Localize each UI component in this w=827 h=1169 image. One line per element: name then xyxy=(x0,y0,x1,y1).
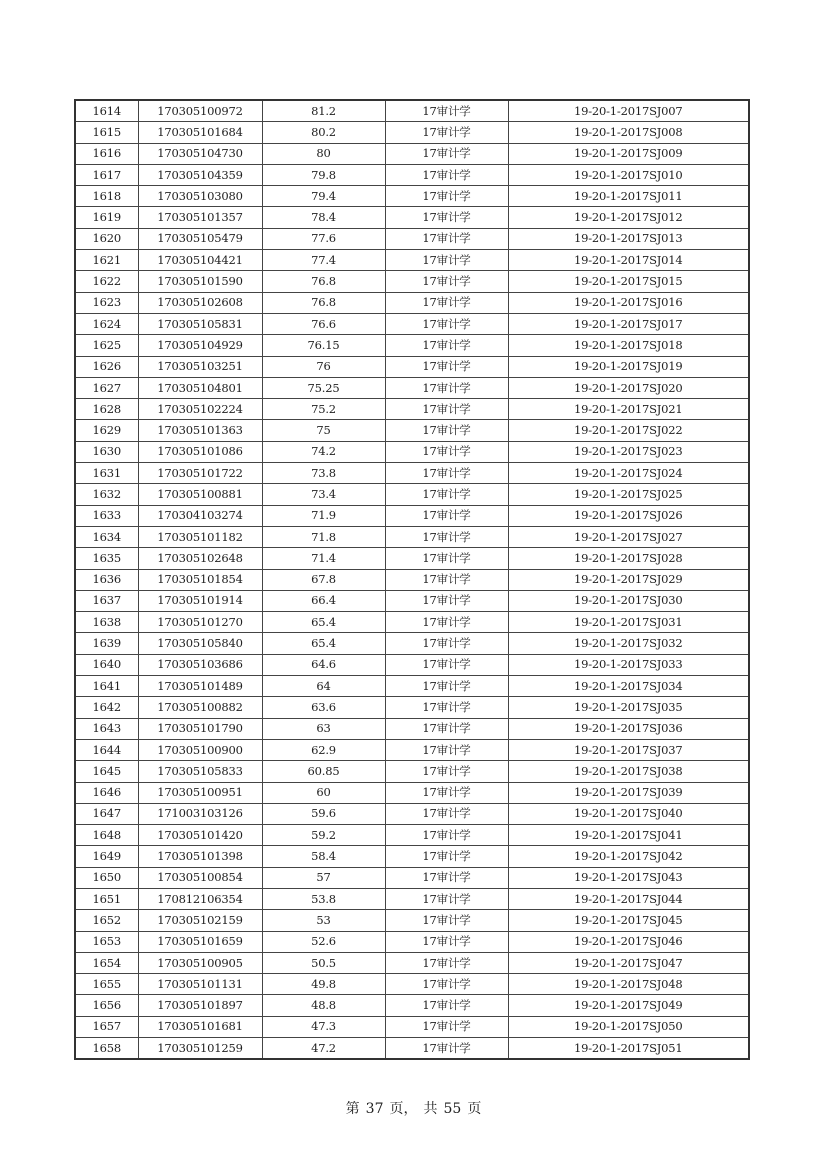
major-cell: 17审计学 xyxy=(385,718,508,739)
code-cell: 19-20-1-2017SJ041 xyxy=(508,825,749,846)
score-cell: 75.2 xyxy=(262,399,385,420)
code-cell: 19-20-1-2017SJ036 xyxy=(508,718,749,739)
student-id-cell: 170305100905 xyxy=(138,952,262,973)
major-cell: 17审计学 xyxy=(385,292,508,313)
table-row xyxy=(75,313,749,334)
major-cell: 17审计学 xyxy=(385,761,508,782)
table-row xyxy=(75,633,749,654)
code-cell: 19-20-1-2017SJ013 xyxy=(508,228,749,249)
table-row xyxy=(75,974,749,995)
major-cell: 17审计学 xyxy=(385,931,508,952)
row-index-cell: 1638 xyxy=(75,612,138,633)
table-row xyxy=(75,122,749,143)
row-index-cell: 1651 xyxy=(75,888,138,909)
student-id-cell: 170305103686 xyxy=(138,654,262,675)
student-id-cell: 170305101182 xyxy=(138,526,262,547)
row-index-cell: 1641 xyxy=(75,676,138,697)
code-cell: 19-20-1-2017SJ020 xyxy=(508,377,749,398)
score-cell: 79.4 xyxy=(262,186,385,207)
major-cell: 17审计学 xyxy=(385,399,508,420)
student-id-cell: 170305102648 xyxy=(138,548,262,569)
score-cell: 60 xyxy=(262,782,385,803)
code-cell: 19-20-1-2017SJ034 xyxy=(508,676,749,697)
student-id-cell: 170305101086 xyxy=(138,441,262,462)
student-id-cell: 170305103251 xyxy=(138,356,262,377)
table-row xyxy=(75,803,749,824)
student-id-cell: 170305105833 xyxy=(138,761,262,782)
major-cell: 17审计学 xyxy=(385,633,508,654)
student-id-cell: 170305104929 xyxy=(138,335,262,356)
row-index-cell: 1639 xyxy=(75,633,138,654)
student-id-cell: 170305101914 xyxy=(138,590,262,611)
row-index-cell: 1614 xyxy=(75,100,138,122)
row-index-cell: 1643 xyxy=(75,718,138,739)
code-cell: 19-20-1-2017SJ018 xyxy=(508,335,749,356)
student-id-cell: 170305100972 xyxy=(138,100,262,122)
major-cell: 17审计学 xyxy=(385,271,508,292)
row-index-cell: 1654 xyxy=(75,952,138,973)
row-index-cell: 1636 xyxy=(75,569,138,590)
major-cell: 17审计学 xyxy=(385,697,508,718)
student-id-cell: 170305104730 xyxy=(138,143,262,164)
student-id-cell: 170305104801 xyxy=(138,377,262,398)
table-row xyxy=(75,761,749,782)
current-page-number: 37 xyxy=(365,1101,384,1117)
row-index-cell: 1649 xyxy=(75,846,138,867)
student-id-cell: 170305101684 xyxy=(138,122,262,143)
major-cell: 17审计学 xyxy=(385,612,508,633)
code-cell: 19-20-1-2017SJ015 xyxy=(508,271,749,292)
code-cell: 19-20-1-2017SJ022 xyxy=(508,420,749,441)
major-cell: 17审计学 xyxy=(385,250,508,271)
row-index-cell: 1635 xyxy=(75,548,138,569)
student-id-cell: 170305100882 xyxy=(138,697,262,718)
major-cell: 17审计学 xyxy=(385,526,508,547)
table-row xyxy=(75,654,749,675)
code-cell: 19-20-1-2017SJ014 xyxy=(508,250,749,271)
table-row xyxy=(75,377,749,398)
row-index-cell: 1625 xyxy=(75,335,138,356)
row-index-cell: 1650 xyxy=(75,867,138,888)
major-cell: 17审计学 xyxy=(385,100,508,122)
table-row xyxy=(75,164,749,185)
score-cell: 65.4 xyxy=(262,633,385,654)
score-cell: 52.6 xyxy=(262,931,385,952)
major-cell: 17审计学 xyxy=(385,505,508,526)
footer-suffix: 页 xyxy=(467,1101,482,1117)
table-row xyxy=(75,335,749,356)
code-cell: 19-20-1-2017SJ007 xyxy=(508,100,749,122)
row-index-cell: 1623 xyxy=(75,292,138,313)
row-index-cell: 1619 xyxy=(75,207,138,228)
score-cell: 60.85 xyxy=(262,761,385,782)
code-cell: 19-20-1-2017SJ028 xyxy=(508,548,749,569)
student-id-cell: 170305101590 xyxy=(138,271,262,292)
major-cell: 17审计学 xyxy=(385,867,508,888)
row-index-cell: 1632 xyxy=(75,484,138,505)
row-index-cell: 1627 xyxy=(75,377,138,398)
table-row xyxy=(75,484,749,505)
student-id-cell: 170305104421 xyxy=(138,250,262,271)
row-index-cell: 1656 xyxy=(75,995,138,1016)
major-cell: 17审计学 xyxy=(385,654,508,675)
table-row xyxy=(75,739,749,760)
major-cell: 17审计学 xyxy=(385,228,508,249)
score-cell: 75 xyxy=(262,420,385,441)
table-row xyxy=(75,782,749,803)
major-cell: 17审计学 xyxy=(385,313,508,334)
score-cell: 67.8 xyxy=(262,569,385,590)
student-id-cell: 170305105479 xyxy=(138,228,262,249)
score-cell: 47.3 xyxy=(262,1016,385,1037)
score-cell: 64.6 xyxy=(262,654,385,675)
table-row xyxy=(75,526,749,547)
row-index-cell: 1628 xyxy=(75,399,138,420)
major-cell: 17审计学 xyxy=(385,846,508,867)
code-cell: 19-20-1-2017SJ048 xyxy=(508,974,749,995)
major-cell: 17审计学 xyxy=(385,952,508,973)
major-cell: 17审计学 xyxy=(385,356,508,377)
code-cell: 19-20-1-2017SJ021 xyxy=(508,399,749,420)
student-id-cell: 171003103126 xyxy=(138,803,262,824)
row-index-cell: 1629 xyxy=(75,420,138,441)
major-cell: 17审计学 xyxy=(385,888,508,909)
score-cell: 50.5 xyxy=(262,952,385,973)
score-cell: 80.2 xyxy=(262,122,385,143)
major-cell: 17审计学 xyxy=(385,739,508,760)
row-index-cell: 1620 xyxy=(75,228,138,249)
row-index-cell: 1626 xyxy=(75,356,138,377)
score-cell: 53 xyxy=(262,910,385,931)
score-cell: 76.8 xyxy=(262,292,385,313)
student-id-cell: 170305101259 xyxy=(138,1038,262,1060)
major-cell: 17审计学 xyxy=(385,995,508,1016)
score-cell: 74.2 xyxy=(262,441,385,462)
student-id-cell: 170305105840 xyxy=(138,633,262,654)
score-cell: 53.8 xyxy=(262,888,385,909)
code-cell: 19-20-1-2017SJ040 xyxy=(508,803,749,824)
student-id-cell: 170305100881 xyxy=(138,484,262,505)
code-cell: 19-20-1-2017SJ012 xyxy=(508,207,749,228)
table-row xyxy=(75,186,749,207)
row-index-cell: 1617 xyxy=(75,164,138,185)
score-cell: 65.4 xyxy=(262,612,385,633)
student-id-cell: 170305100854 xyxy=(138,867,262,888)
student-id-cell: 170305101722 xyxy=(138,463,262,484)
score-cell: 76 xyxy=(262,356,385,377)
major-cell: 17审计学 xyxy=(385,186,508,207)
table-row xyxy=(75,825,749,846)
code-cell: 19-20-1-2017SJ037 xyxy=(508,739,749,760)
score-cell: 73.4 xyxy=(262,484,385,505)
row-index-cell: 1634 xyxy=(75,526,138,547)
row-index-cell: 1640 xyxy=(75,654,138,675)
code-cell: 19-20-1-2017SJ023 xyxy=(508,441,749,462)
code-cell: 19-20-1-2017SJ026 xyxy=(508,505,749,526)
score-table-body xyxy=(75,100,749,1059)
table-row xyxy=(75,207,749,228)
table-row xyxy=(75,718,749,739)
code-cell: 19-20-1-2017SJ031 xyxy=(508,612,749,633)
score-cell: 76.8 xyxy=(262,271,385,292)
table-row xyxy=(75,505,749,526)
code-cell: 19-20-1-2017SJ027 xyxy=(508,526,749,547)
table-row xyxy=(75,1016,749,1037)
table-row xyxy=(75,931,749,952)
score-cell: 62.9 xyxy=(262,739,385,760)
table-row xyxy=(75,888,749,909)
score-cell: 77.6 xyxy=(262,228,385,249)
code-cell: 19-20-1-2017SJ008 xyxy=(508,122,749,143)
row-index-cell: 1621 xyxy=(75,250,138,271)
row-index-cell: 1637 xyxy=(75,590,138,611)
code-cell: 19-20-1-2017SJ051 xyxy=(508,1038,749,1060)
student-id-cell: 170305101790 xyxy=(138,718,262,739)
student-id-cell: 170305101681 xyxy=(138,1016,262,1037)
table-row xyxy=(75,952,749,973)
student-id-cell: 170305101854 xyxy=(138,569,262,590)
table-row xyxy=(75,143,749,164)
row-index-cell: 1616 xyxy=(75,143,138,164)
student-id-cell: 170305103080 xyxy=(138,186,262,207)
student-id-cell: 170305101897 xyxy=(138,995,262,1016)
code-cell: 19-20-1-2017SJ039 xyxy=(508,782,749,803)
score-cell: 71.4 xyxy=(262,548,385,569)
code-cell: 19-20-1-2017SJ011 xyxy=(508,186,749,207)
major-cell: 17审计学 xyxy=(385,164,508,185)
row-index-cell: 1652 xyxy=(75,910,138,931)
table-row xyxy=(75,676,749,697)
row-index-cell: 1624 xyxy=(75,313,138,334)
table-row xyxy=(75,271,749,292)
major-cell: 17审计学 xyxy=(385,825,508,846)
student-id-cell: 170305100900 xyxy=(138,739,262,760)
table-row xyxy=(75,995,749,1016)
table-row xyxy=(75,1038,749,1060)
student-id-cell: 170305104359 xyxy=(138,164,262,185)
code-cell: 19-20-1-2017SJ049 xyxy=(508,995,749,1016)
code-cell: 19-20-1-2017SJ043 xyxy=(508,867,749,888)
major-cell: 17审计学 xyxy=(385,143,508,164)
table-row xyxy=(75,569,749,590)
table-row xyxy=(75,697,749,718)
major-cell: 17审计学 xyxy=(385,463,508,484)
major-cell: 17审计学 xyxy=(385,1038,508,1060)
major-cell: 17审计学 xyxy=(385,910,508,931)
student-id-cell: 170305105831 xyxy=(138,313,262,334)
code-cell: 19-20-1-2017SJ029 xyxy=(508,569,749,590)
score-cell: 64 xyxy=(262,676,385,697)
score-cell: 81.2 xyxy=(262,100,385,122)
code-cell: 19-20-1-2017SJ046 xyxy=(508,931,749,952)
code-cell: 19-20-1-2017SJ025 xyxy=(508,484,749,505)
footer-page-word: 页， xyxy=(389,1101,418,1117)
major-cell: 17审计学 xyxy=(385,974,508,995)
code-cell: 19-20-1-2017SJ047 xyxy=(508,952,749,973)
row-index-cell: 1648 xyxy=(75,825,138,846)
student-id-cell: 170305102159 xyxy=(138,910,262,931)
score-cell: 76.6 xyxy=(262,313,385,334)
footer-prefix: 第 xyxy=(345,1101,360,1117)
student-id-cell: 170305101363 xyxy=(138,420,262,441)
table-row xyxy=(75,420,749,441)
code-cell: 19-20-1-2017SJ042 xyxy=(508,846,749,867)
row-index-cell: 1657 xyxy=(75,1016,138,1037)
table-row xyxy=(75,867,749,888)
row-index-cell: 1646 xyxy=(75,782,138,803)
major-cell: 17审计学 xyxy=(385,377,508,398)
table-row xyxy=(75,548,749,569)
student-id-cell: 170305101398 xyxy=(138,846,262,867)
score-cell: 58.4 xyxy=(262,846,385,867)
major-cell: 17审计学 xyxy=(385,207,508,228)
code-cell: 19-20-1-2017SJ035 xyxy=(508,697,749,718)
code-cell: 19-20-1-2017SJ010 xyxy=(508,164,749,185)
table-row xyxy=(75,910,749,931)
student-id-cell: 170305102224 xyxy=(138,399,262,420)
major-cell: 17审计学 xyxy=(385,569,508,590)
row-index-cell: 1658 xyxy=(75,1038,138,1060)
table-row xyxy=(75,228,749,249)
row-index-cell: 1653 xyxy=(75,931,138,952)
student-id-cell: 170305101659 xyxy=(138,931,262,952)
student-id-cell: 170305101489 xyxy=(138,676,262,697)
student-id-cell: 170305101270 xyxy=(138,612,262,633)
score-cell: 79.8 xyxy=(262,164,385,185)
score-cell: 80 xyxy=(262,143,385,164)
major-cell: 17审计学 xyxy=(385,548,508,569)
score-cell: 59.2 xyxy=(262,825,385,846)
score-cell: 75.25 xyxy=(262,377,385,398)
major-cell: 17审计学 xyxy=(385,420,508,441)
score-cell: 77.4 xyxy=(262,250,385,271)
major-cell: 17审计学 xyxy=(385,1016,508,1037)
row-index-cell: 1655 xyxy=(75,974,138,995)
student-id-cell: 170305101357 xyxy=(138,207,262,228)
code-cell: 19-20-1-2017SJ045 xyxy=(508,910,749,931)
score-cell: 49.8 xyxy=(262,974,385,995)
code-cell: 19-20-1-2017SJ032 xyxy=(508,633,749,654)
row-index-cell: 1615 xyxy=(75,122,138,143)
code-cell: 19-20-1-2017SJ024 xyxy=(508,463,749,484)
table-row xyxy=(75,292,749,313)
score-cell: 66.4 xyxy=(262,590,385,611)
total-page-count: 55 xyxy=(443,1101,462,1117)
major-cell: 17审计学 xyxy=(385,782,508,803)
row-index-cell: 1645 xyxy=(75,761,138,782)
score-cell: 71.8 xyxy=(262,526,385,547)
score-cell: 57 xyxy=(262,867,385,888)
table-row xyxy=(75,590,749,611)
row-index-cell: 1618 xyxy=(75,186,138,207)
code-cell: 19-20-1-2017SJ050 xyxy=(508,1016,749,1037)
major-cell: 17审计学 xyxy=(385,441,508,462)
score-table xyxy=(74,99,750,1060)
code-cell: 19-20-1-2017SJ019 xyxy=(508,356,749,377)
row-index-cell: 1647 xyxy=(75,803,138,824)
score-cell: 73.8 xyxy=(262,463,385,484)
row-index-cell: 1633 xyxy=(75,505,138,526)
code-cell: 19-20-1-2017SJ016 xyxy=(508,292,749,313)
score-cell: 71.9 xyxy=(262,505,385,526)
major-cell: 17审计学 xyxy=(385,335,508,356)
major-cell: 17审计学 xyxy=(385,122,508,143)
code-cell: 19-20-1-2017SJ038 xyxy=(508,761,749,782)
score-cell: 63 xyxy=(262,718,385,739)
code-cell: 19-20-1-2017SJ044 xyxy=(508,888,749,909)
row-index-cell: 1622 xyxy=(75,271,138,292)
table-row xyxy=(75,100,749,122)
student-id-cell: 170305100951 xyxy=(138,782,262,803)
table-row xyxy=(75,399,749,420)
major-cell: 17审计学 xyxy=(385,676,508,697)
student-id-cell: 170305101131 xyxy=(138,974,262,995)
table-row xyxy=(75,846,749,867)
major-cell: 17审计学 xyxy=(385,484,508,505)
code-cell: 19-20-1-2017SJ009 xyxy=(508,143,749,164)
footer-total-prefix: 共 xyxy=(423,1101,438,1117)
score-cell: 78.4 xyxy=(262,207,385,228)
major-cell: 17审计学 xyxy=(385,803,508,824)
row-index-cell: 1644 xyxy=(75,739,138,760)
code-cell: 19-20-1-2017SJ017 xyxy=(508,313,749,334)
table-row xyxy=(75,356,749,377)
score-cell: 63.6 xyxy=(262,697,385,718)
score-cell: 47.2 xyxy=(262,1038,385,1060)
table-row xyxy=(75,441,749,462)
student-id-cell: 170305101420 xyxy=(138,825,262,846)
score-cell: 48.8 xyxy=(262,995,385,1016)
major-cell: 17审计学 xyxy=(385,590,508,611)
student-id-cell: 170304103274 xyxy=(138,505,262,526)
row-index-cell: 1642 xyxy=(75,697,138,718)
student-id-cell: 170812106354 xyxy=(138,888,262,909)
score-cell: 59.6 xyxy=(262,803,385,824)
student-id-cell: 170305102608 xyxy=(138,292,262,313)
code-cell: 19-20-1-2017SJ030 xyxy=(508,590,749,611)
score-cell: 76.15 xyxy=(262,335,385,356)
code-cell: 19-20-1-2017SJ033 xyxy=(508,654,749,675)
page-footer xyxy=(0,1098,827,1118)
row-index-cell: 1630 xyxy=(75,441,138,462)
table-row xyxy=(75,463,749,484)
table-row xyxy=(75,612,749,633)
table-row xyxy=(75,250,749,271)
row-index-cell: 1631 xyxy=(75,463,138,484)
